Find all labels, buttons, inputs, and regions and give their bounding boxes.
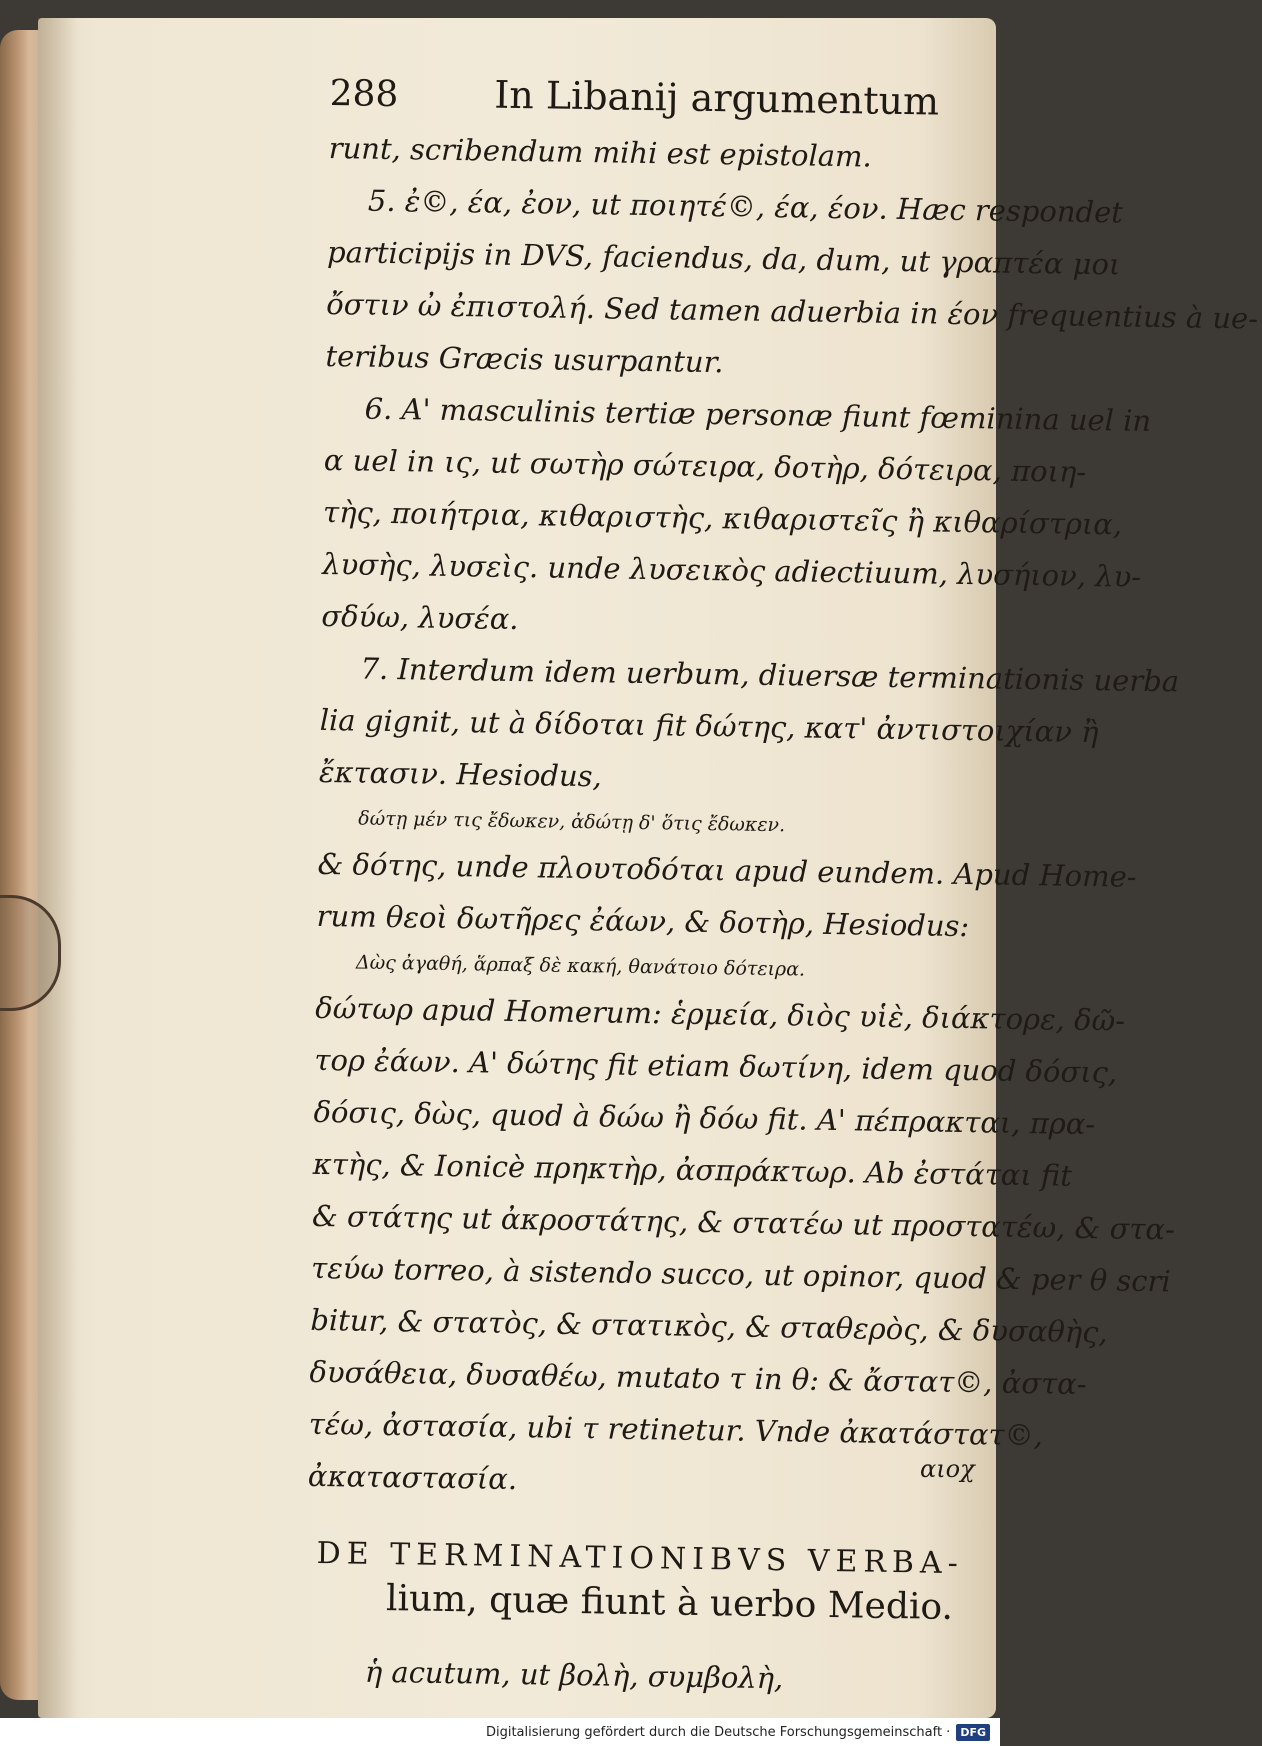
text-line: τορ ἐάων. A' δώτης fit etiam δωτίνη, idem quod δόσις, bbox=[314, 1042, 1118, 1090]
running-title: In Libanij argumentum bbox=[494, 72, 940, 124]
text-line: ἀκαταστασία. bbox=[307, 1458, 518, 1497]
text-line: & δότης, unde πλουτοδόται apud eundem. Apud Home- bbox=[317, 846, 1137, 894]
text-line: δόσις, δὼς, quod à δώω ἢ δόω fit. A' πέπρακται, πρα- bbox=[313, 1094, 1096, 1142]
gutter-shadow bbox=[38, 18, 78, 1718]
book-edge bbox=[0, 30, 42, 1700]
text-line: teribus Græcis usurpantur. bbox=[325, 338, 724, 380]
text-line: τὴς, ποιήτρια, κιθαριστὴς, κιθαριστεῖς ἢ κιθαρίστρια, bbox=[322, 494, 1123, 542]
text-line: participijs in DVS, faciendus, da, dum, ut γραπτέα μοι bbox=[326, 234, 1121, 282]
section-title: DE TERMINATIONIBVS VERBA- bbox=[316, 1535, 965, 1582]
verse-quote: δώτῃ μέν τις ἔδωκεν, ἀδώτῃ δ' ὅτις ἔδωκεν. bbox=[358, 807, 786, 837]
dfg-logo: DFG bbox=[956, 1724, 990, 1741]
catchword: αιοχ bbox=[920, 1455, 975, 1483]
text-line: runt, scribendum mihi est epistolam. bbox=[328, 130, 873, 174]
text-line: ὄστιν ὠ ἐπιστολή. Sed tamen aduerbia in έον frequentius à ue- bbox=[326, 286, 1259, 336]
text-line: rum θεοὶ δωτῆρες ἐάων, & δοτὴρ, Hesiodus: bbox=[316, 898, 970, 944]
section-subtitle: lium, quæ fiunt à uerbo Medio. bbox=[385, 1578, 954, 1628]
text-line: α uel in ις, ut σωτὴρ σώτειρα, δοτὴρ, δότειρα, ποιη- bbox=[323, 442, 1087, 489]
text-line: 5. ἐ©, έα, ἐον, ut ποιητέ©, έα, έον. Hæc respondet bbox=[367, 183, 1124, 230]
text-line: κτὴς, & Ionicè πρηκτὴρ, ἀσπράκτωρ. Ab ἐστάται fit bbox=[312, 1146, 1073, 1193]
text-line: & στάτης ut ἀκροστάτης, & στατέω ut προστατέω, & στα- bbox=[311, 1198, 1176, 1247]
text-line: σδύω, λυσέα. bbox=[321, 598, 519, 637]
footer-credit: Digitalisierung gefördert durch die Deutsche Forschungsgemeinschaft · bbox=[485, 1724, 951, 1740]
page-text-block bbox=[304, 70, 1259, 1707]
text-line: lia gignit, ut à δίδοται fit δώτης, κατ' ἀντιστοιχίαν ἢ bbox=[319, 702, 1099, 750]
text-line: τέω, ἀστασία, ubi τ retinetur. Vnde ἀκατάστατ©, bbox=[308, 1406, 1044, 1453]
text-line: 6. A' masculinis tertiæ personæ fiunt fœminina uel in bbox=[364, 391, 1152, 438]
page-number: 288 bbox=[329, 72, 399, 116]
text-line: ἡ acutum, ut βολὴ, συμβολὴ, bbox=[364, 1654, 784, 1696]
text-line: δυσάθεια, δυσαθέω, mutato τ in θ: & ἄστατ©, ἀστα- bbox=[309, 1354, 1087, 1402]
page-header bbox=[329, 70, 970, 124]
text-line: 7. Interdum idem uerbum, diuersæ terminationis uerba bbox=[360, 651, 1180, 699]
text-line: ἔκτασιν. Hesiodus, bbox=[318, 754, 603, 794]
text-line: τεύω torreo, à sistendo succo, ut opinor, quod & per θ scri bbox=[310, 1250, 1171, 1299]
verse-quote: Δὼς ἀγαθή, ἅρπαξ δὲ κακή, θανάτοιο δότειρα. bbox=[355, 951, 806, 981]
text-line: δώτωρ apud Homerum: ἑρμεία, διὸς υἱὲ, διάκτορε, δῶ- bbox=[314, 990, 1126, 1038]
text-line: bitur, & στατὸς, & στατικὸς, & σταθερὸς, & δυσαθὴς, bbox=[310, 1302, 1108, 1350]
text-line: λυσὴς, λυσεὶς. unde λυσεικὸς adiectiuum, λυσήιον, λυ- bbox=[321, 546, 1142, 594]
digitization-footer bbox=[0, 1718, 1000, 1746]
